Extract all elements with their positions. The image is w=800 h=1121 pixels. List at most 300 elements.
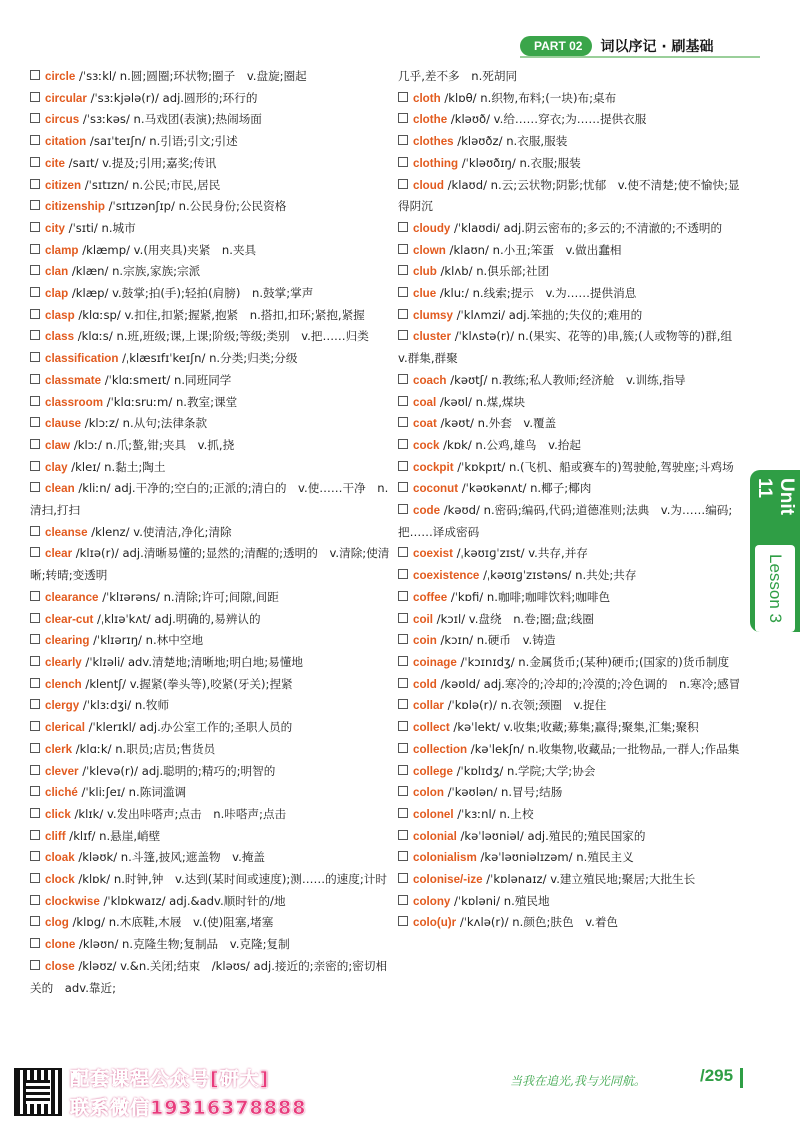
vocab-definition: n.牧师 bbox=[134, 698, 170, 713]
checkbox-icon[interactable] bbox=[398, 265, 408, 275]
checkbox-icon[interactable] bbox=[30, 938, 40, 948]
vocab-definition: n.密码;编码,代码;道德准则;法典 v.为……编码;把……译成密码 bbox=[398, 503, 733, 539]
page-header bbox=[520, 36, 714, 56]
vocab-phonetic: /ˈkɜːnl/ bbox=[453, 806, 500, 821]
vocab-phonetic: /ˈklerɪkl/ bbox=[84, 720, 140, 735]
checkbox-icon[interactable] bbox=[30, 786, 40, 796]
vocab-entry bbox=[398, 392, 742, 414]
checkbox-icon[interactable] bbox=[30, 439, 40, 449]
checkbox-icon[interactable] bbox=[398, 461, 408, 471]
footer-ad bbox=[14, 1064, 306, 1120]
vocab-entry bbox=[30, 413, 396, 435]
checkbox-icon[interactable] bbox=[30, 873, 40, 883]
vocab-word: citation bbox=[45, 135, 87, 149]
checkbox-icon[interactable] bbox=[30, 895, 40, 905]
checkbox-icon[interactable] bbox=[30, 92, 40, 102]
vocab-definition: n.木底鞋,木屐 v.(使)阻塞,堵塞 bbox=[108, 915, 274, 930]
vocab-word: circular bbox=[45, 91, 87, 105]
vocab-entry bbox=[398, 587, 742, 609]
vocab-phonetic: /ˈkɒlɪdʒ/ bbox=[452, 763, 507, 778]
header-divider bbox=[520, 56, 760, 58]
vocab-phonetic: /ˈkɒləni/ bbox=[450, 893, 504, 908]
vocab-word: clearing bbox=[45, 634, 90, 648]
vocab-word: coexistence bbox=[413, 569, 480, 583]
vocab-word: clue bbox=[413, 287, 437, 301]
vocab-entry bbox=[398, 88, 742, 110]
vocab-entry bbox=[398, 153, 742, 175]
vocab-definition: 几乎,差不多 n.死胡同 bbox=[398, 69, 518, 83]
vocab-entry bbox=[398, 131, 742, 153]
vocab-definition: adj.聪明的;精巧的;明智的 bbox=[141, 763, 276, 778]
vocab-definition: v.握紧(拳头等),咬紧(牙关);捏紧 bbox=[129, 676, 293, 691]
vocab-entry bbox=[398, 457, 742, 479]
vocab-phonetic: /kləʊð/ bbox=[447, 112, 494, 127]
vocab-word: clothe bbox=[413, 113, 448, 127]
checkbox-icon[interactable] bbox=[30, 613, 40, 623]
vocab-definition: v.鼓掌;拍(手);轻拍(肩膀) n.鼓掌;掌声 bbox=[112, 286, 314, 301]
vocab-entry bbox=[398, 630, 742, 652]
vocab-word: cliché bbox=[45, 786, 78, 800]
checkbox-icon[interactable] bbox=[398, 547, 408, 557]
vocab-phonetic: /ˈsɜːkjələ(r)/ bbox=[86, 90, 163, 105]
checkbox-icon[interactable] bbox=[398, 634, 408, 644]
vocab-entry bbox=[398, 652, 742, 674]
vocab-phonetic: /kəʊd/ bbox=[440, 503, 484, 518]
vocab-phonetic: /ˈkəʊkənʌt/ bbox=[458, 481, 531, 496]
vocab-entry bbox=[398, 66, 742, 88]
vocab-word: classroom bbox=[45, 395, 103, 409]
vocab-word: city bbox=[45, 221, 65, 235]
vocab-phonetic: /ˈsɜːkl/ bbox=[75, 69, 120, 83]
checkbox-icon[interactable] bbox=[30, 743, 40, 753]
vocab-definition: n.椰子;椰肉 bbox=[530, 481, 592, 496]
vocab-definition: v.发出咔嗒声;点击 n.咔嗒声;点击 bbox=[106, 806, 287, 821]
vocab-word: clown bbox=[413, 243, 446, 257]
vocab-definition: n.金属货币;(某种)硬币;(国家的)货币制度 bbox=[518, 654, 730, 669]
checkbox-icon[interactable] bbox=[30, 678, 40, 688]
checkbox-icon[interactable] bbox=[398, 482, 408, 492]
vocab-phonetic: /klaʊn/ bbox=[445, 242, 493, 257]
checkbox-icon[interactable] bbox=[30, 808, 40, 818]
vocab-definition: v.建立殖民地;聚居;大批生长 bbox=[550, 872, 696, 887]
vocab-entry bbox=[398, 869, 742, 891]
vocab-phonetic: /kɔɪl/ bbox=[432, 611, 469, 626]
vocab-word: classification bbox=[45, 352, 119, 366]
vocab-phonetic: /kəʊl/ bbox=[436, 394, 476, 409]
part-badge: PART 02 bbox=[520, 36, 592, 56]
lesson-box bbox=[755, 545, 795, 632]
vocab-phonetic: /klɑːsp/ bbox=[74, 307, 125, 322]
checkbox-icon[interactable] bbox=[398, 569, 408, 579]
vocab-entry bbox=[398, 218, 742, 240]
vocab-phonetic: /kɔɪn/ bbox=[436, 633, 477, 648]
vocab-definition: n.林中空地 bbox=[145, 633, 204, 648]
checkbox-icon[interactable] bbox=[30, 222, 40, 232]
vocab-phonetic: /klɪf/ bbox=[65, 828, 100, 843]
vocab-phonetic: /klɒk/ bbox=[74, 872, 114, 887]
checkbox-icon[interactable] bbox=[398, 504, 408, 514]
vocab-definition: n.爪;螯,钳;夹具 v.抓,挠 bbox=[105, 437, 235, 452]
vocab-word: clay bbox=[45, 460, 68, 474]
vocab-definition: v.扣住,扣紧;握紧,抱紧 n.搭扣,扣环;紧抱,紧握 bbox=[124, 307, 365, 322]
checkbox-icon[interactable] bbox=[398, 439, 408, 449]
vocab-word: clamp bbox=[45, 243, 79, 257]
vocab-entry bbox=[30, 457, 396, 479]
vocab-phonetic: /klɑːk/ bbox=[72, 741, 116, 756]
vocab-entry bbox=[30, 782, 396, 804]
vocab-definition: n.陈词滥调 bbox=[128, 785, 187, 800]
lesson-label: Lesson 3 bbox=[766, 554, 785, 624]
vocab-word: clerk bbox=[45, 742, 73, 756]
vocab-phonetic: /klæn/ bbox=[68, 264, 113, 279]
vocab-entry bbox=[30, 847, 396, 869]
checkbox-icon[interactable] bbox=[30, 265, 40, 275]
vocab-definition: v.(用夹具)夹紧 n.夹具 bbox=[133, 242, 257, 257]
vocab-definition: n.织物,布料;(一块)布;桌布 bbox=[480, 90, 617, 105]
vocab-entry bbox=[398, 891, 742, 913]
checkbox-icon[interactable] bbox=[30, 591, 40, 601]
vocab-definition: adj.清晰易懂的;显然的;清醒的;透明的 v.清除;使清晰;转晴;变透明 bbox=[30, 546, 390, 583]
vocab-definition: v.盘绕 n.卷;圈;盘;线圈 bbox=[468, 611, 594, 626]
vocab-definition: n.殖民主义 bbox=[576, 850, 634, 865]
vocab-entry bbox=[398, 240, 742, 262]
vocab-phonetic: /ˈklɑːsmeɪt/ bbox=[101, 372, 174, 387]
vocab-phonetic: /klɔːz/ bbox=[81, 416, 123, 431]
vocab-definition: n.公民;市民,居民 bbox=[132, 177, 221, 192]
vocab-definition: adj.阴云密布的;多云的;不清澈的;不透明的 bbox=[503, 220, 723, 235]
checkbox-icon[interactable] bbox=[398, 374, 408, 384]
qr-code-icon bbox=[14, 1068, 62, 1116]
checkbox-icon[interactable] bbox=[398, 417, 408, 427]
checkbox-icon[interactable] bbox=[30, 461, 40, 471]
vocab-word: clasp bbox=[45, 308, 75, 322]
vocab-word: colonise/-ize bbox=[413, 873, 483, 887]
page-number: /295 bbox=[700, 1066, 734, 1085]
vocab-word: cluster bbox=[413, 330, 452, 344]
checkbox-icon[interactable] bbox=[398, 179, 408, 189]
checkbox-icon[interactable] bbox=[398, 895, 408, 905]
checkbox-icon[interactable] bbox=[398, 135, 408, 145]
vocab-entry bbox=[30, 522, 396, 544]
vocab-word: clear-cut bbox=[45, 612, 94, 626]
vocab-phonetic: /kəˈlekʃn/ bbox=[467, 741, 528, 756]
vocab-definition: n.悬崖,峭壁 bbox=[99, 828, 161, 843]
vocab-entry bbox=[30, 543, 396, 586]
vocab-phonetic: /kəˈləʊniəl/ bbox=[456, 828, 528, 843]
checkbox-icon[interactable] bbox=[30, 352, 40, 362]
unit-label: Unit 11 bbox=[754, 478, 797, 515]
vocab-phonetic: /kəˈləʊniəlɪzəm/ bbox=[476, 850, 577, 865]
vocab-phonetic: /ˈklɒkwaɪz/ bbox=[99, 893, 170, 908]
checkbox-icon[interactable] bbox=[398, 309, 408, 319]
vocab-phonetic: /klɔː/ bbox=[70, 437, 106, 452]
checkbox-icon[interactable] bbox=[398, 786, 408, 796]
vocab-phonetic: /klɪə(r)/ bbox=[72, 546, 123, 561]
vocab-definition: v.共存,并存 bbox=[528, 546, 588, 561]
vocab-entry bbox=[30, 283, 396, 305]
vocab-phonetic: /ˈklaʊdi/ bbox=[450, 220, 504, 235]
vocab-phonetic: /ˌklɪəˈkʌt/ bbox=[93, 611, 155, 626]
vocab-entry bbox=[398, 674, 742, 696]
vocab-phonetic: /klɪk/ bbox=[70, 806, 107, 821]
vocab-definition: n.衣服;服装 bbox=[519, 155, 581, 170]
vocab-word: colonialism bbox=[413, 851, 477, 865]
checkbox-icon[interactable] bbox=[398, 591, 408, 601]
vocab-word: coinage bbox=[413, 655, 457, 669]
vocab-definition: n.从句;法律条款 bbox=[122, 416, 208, 431]
vocab-word: clearly bbox=[45, 655, 82, 669]
checkbox-icon[interactable] bbox=[30, 526, 40, 536]
checkbox-icon[interactable] bbox=[30, 287, 40, 297]
vocab-phonetic: /ˈkɔɪnɪdʒ/ bbox=[456, 654, 519, 669]
vocab-entry bbox=[398, 609, 742, 631]
page-number-bar bbox=[740, 1068, 743, 1088]
checkbox-icon[interactable] bbox=[398, 808, 408, 818]
vocab-definition: n.硬币 v.铸造 bbox=[476, 633, 556, 648]
vocab-entry bbox=[30, 674, 396, 696]
vocab-word: coal bbox=[413, 395, 437, 409]
checkbox-icon[interactable] bbox=[398, 743, 408, 753]
vocab-word: colonial bbox=[413, 829, 457, 843]
vocab-word: colony bbox=[413, 894, 451, 908]
vocab-entry bbox=[30, 912, 396, 934]
vocab-phonetic: /ˈsɪti/ bbox=[64, 220, 102, 235]
vocab-entry bbox=[398, 695, 742, 717]
checkbox-icon[interactable] bbox=[398, 613, 408, 623]
vocab-word: circus bbox=[45, 113, 80, 127]
vocab-word: clerical bbox=[45, 721, 85, 735]
vocab-definition: adj.寒冷的;冷却的;冷漠的;冷色调的 n.寒冷;感冒 bbox=[483, 676, 741, 691]
vocab-definition: n.共处;共存 bbox=[575, 568, 637, 583]
vocab-word: coat bbox=[413, 417, 437, 431]
checkbox-icon[interactable] bbox=[30, 547, 40, 557]
checkbox-icon[interactable] bbox=[30, 157, 40, 167]
vocab-word: class bbox=[45, 330, 75, 344]
checkbox-icon[interactable] bbox=[30, 417, 40, 427]
vocab-definition: n.城市 bbox=[101, 220, 136, 235]
checkbox-icon[interactable] bbox=[30, 960, 40, 970]
vocab-definition: n.外套 v.覆盖 bbox=[477, 416, 557, 431]
checkbox-icon[interactable] bbox=[30, 916, 40, 926]
vocab-word: colon bbox=[413, 786, 444, 800]
vocab-word: coach bbox=[413, 373, 447, 387]
vocab-definition: adj.殖民的;殖民国家的 bbox=[527, 828, 646, 843]
vocab-definition: n.颜色;肤色 v.着色 bbox=[512, 915, 619, 930]
checkbox-icon[interactable] bbox=[30, 179, 40, 189]
vocab-entry bbox=[30, 348, 396, 370]
vocab-entry bbox=[30, 826, 396, 848]
vocab-entry bbox=[30, 175, 396, 197]
vocab-entry bbox=[398, 435, 742, 457]
vocab-entry bbox=[398, 326, 742, 369]
vocab-definition: n.克隆生物;复制品 v.克隆;复制 bbox=[122, 937, 290, 952]
vocab-word: clean bbox=[45, 482, 75, 496]
vocab-word: collect bbox=[413, 721, 450, 735]
vocab-phonetic: /ˈkɒlənaɪz/ bbox=[482, 872, 551, 887]
vocab-phonetic: /kəʊld/ bbox=[436, 676, 484, 691]
vocab-definition: n.冒号;结肠 bbox=[501, 785, 563, 800]
vocab-phonetic: /klɒθ/ bbox=[440, 90, 481, 105]
vocab-phonetic: /kɒk/ bbox=[439, 437, 476, 452]
vocab-phonetic: /kləʊk/ bbox=[74, 850, 121, 865]
vocab-phonetic: /ˈkɒkpɪt/ bbox=[453, 459, 509, 474]
vocab-phonetic: /klentʃ/ bbox=[81, 676, 130, 691]
checkbox-icon[interactable] bbox=[398, 916, 408, 926]
vocab-phonetic: /kleɪ/ bbox=[67, 459, 105, 474]
vocab-definition: n.马戏团(表演);热闹场面 bbox=[133, 112, 262, 127]
vocab-entry bbox=[30, 478, 396, 521]
vocab-word: college bbox=[413, 764, 453, 778]
checkbox-icon[interactable] bbox=[30, 851, 40, 861]
vocab-word: cite bbox=[45, 156, 65, 170]
vocab-word: club bbox=[413, 265, 437, 279]
vocab-word: cloak bbox=[45, 851, 75, 865]
vocab-phonetic: /kəʊtʃ/ bbox=[446, 372, 492, 387]
vocab-definition: n.学院;大学;协会 bbox=[506, 763, 596, 778]
checkbox-icon[interactable] bbox=[30, 309, 40, 319]
vocab-entry bbox=[398, 912, 742, 934]
checkbox-icon[interactable] bbox=[398, 330, 408, 340]
vocab-phonetic: /ˈsɜːkəs/ bbox=[79, 112, 134, 127]
vocab-phonetic: /ˈsɪtɪzənʃɪp/ bbox=[104, 199, 179, 214]
vocab-phonetic: /kəʊt/ bbox=[436, 416, 478, 431]
vocab-phonetic: /ˈklɪəli/ bbox=[81, 654, 128, 669]
vocab-definition: n.圆;圆圈;环状物;圈子 v.盘旋;圈起 bbox=[119, 69, 307, 83]
checkbox-icon[interactable] bbox=[398, 873, 408, 883]
vocab-phonetic: /ˈkəʊlən/ bbox=[443, 785, 502, 800]
checkbox-icon[interactable] bbox=[398, 244, 408, 254]
vocab-word: clothes bbox=[413, 135, 454, 149]
checkbox-icon[interactable] bbox=[30, 135, 40, 145]
vocab-definition: adj.干净的;空白的;正派的;清白的 v.使……干净 n.清扫,打扫 bbox=[30, 481, 389, 518]
checkbox-icon[interactable] bbox=[30, 200, 40, 210]
checkbox-icon[interactable] bbox=[30, 699, 40, 709]
checkbox-icon[interactable] bbox=[398, 157, 408, 167]
checkbox-icon[interactable] bbox=[398, 113, 408, 123]
checkbox-icon[interactable] bbox=[398, 656, 408, 666]
vocab-word: coin bbox=[413, 634, 437, 648]
vocab-entry bbox=[30, 392, 396, 414]
vocab-word: clothing bbox=[413, 156, 459, 170]
vocab-entry bbox=[30, 739, 396, 761]
checkbox-icon[interactable] bbox=[30, 634, 40, 644]
vocab-entry bbox=[398, 847, 742, 869]
vocab-word: cloudy bbox=[413, 221, 451, 235]
vocab-entry bbox=[30, 695, 396, 717]
checkbox-icon[interactable] bbox=[398, 396, 408, 406]
checkbox-icon[interactable] bbox=[30, 396, 40, 406]
checkbox-icon[interactable] bbox=[30, 721, 40, 731]
vocab-definition: adj.圆形的;环行的 bbox=[162, 90, 258, 105]
checkbox-icon[interactable] bbox=[30, 656, 40, 666]
vocab-definition: n.咖啡;咖啡饮料;咖啡色 bbox=[486, 589, 611, 604]
vocab-definition: n.俱乐部;社团 bbox=[476, 264, 550, 279]
vocab-entry bbox=[398, 543, 742, 565]
vocab-entry bbox=[30, 609, 396, 631]
vocab-word: coil bbox=[413, 612, 433, 626]
vocab-entry bbox=[30, 869, 396, 891]
vocab-phonetic: /klæmp/ bbox=[78, 242, 134, 257]
vocab-word: cockpit bbox=[413, 460, 454, 474]
vocab-phonetic: /kəˈlekt/ bbox=[449, 720, 504, 735]
vocab-definition: v.收集;收藏;募集;赢得;聚集,汇集;聚积 bbox=[503, 720, 699, 735]
vocab-phonetic: /ˌkəʊɪɡˈzɪstəns/ bbox=[479, 568, 576, 583]
vocab-entry bbox=[30, 240, 396, 262]
vocab-definition: n.黏土;陶土 bbox=[104, 459, 166, 474]
vocab-definition: n.班,班级;课,上课;阶级;等级;类别 v.把……归类 bbox=[116, 329, 369, 344]
checkbox-icon[interactable] bbox=[30, 70, 40, 80]
vocab-phonetic: /ˈkliːʃeɪ/ bbox=[77, 785, 129, 800]
vocab-entry bbox=[398, 739, 742, 761]
vocab-word: circle bbox=[45, 70, 76, 83]
vocab-word: cliff bbox=[45, 829, 66, 843]
checkbox-icon[interactable] bbox=[30, 113, 40, 123]
checkbox-icon[interactable] bbox=[398, 721, 408, 731]
ad-line-2: 联系微信19316378888 bbox=[70, 1097, 307, 1119]
right-column bbox=[398, 66, 742, 934]
checkbox-icon[interactable] bbox=[30, 330, 40, 340]
vocab-definition: adj.笨拙的;失仪的;难用的 bbox=[508, 307, 643, 322]
vocab-entry bbox=[398, 283, 742, 305]
vocab-phonetic: /kləʊz/ bbox=[74, 958, 121, 973]
vocab-phonetic: /klʌb/ bbox=[436, 264, 477, 279]
vocab-phonetic: /saɪt/ bbox=[64, 155, 103, 170]
checkbox-icon[interactable] bbox=[398, 830, 408, 840]
vocab-phonetic: /kləʊðz/ bbox=[453, 134, 507, 149]
vocab-entry bbox=[30, 956, 396, 999]
vocab-entry bbox=[30, 196, 396, 218]
vocab-word: collar bbox=[413, 699, 444, 713]
vocab-entry bbox=[30, 88, 396, 110]
checkbox-icon[interactable] bbox=[398, 765, 408, 775]
left-column bbox=[30, 66, 396, 999]
checkbox-icon[interactable] bbox=[30, 482, 40, 492]
vocab-word: collection bbox=[413, 742, 468, 756]
checkbox-icon[interactable] bbox=[30, 374, 40, 384]
vocab-word: claw bbox=[45, 438, 71, 452]
checkbox-icon[interactable] bbox=[398, 699, 408, 709]
vocab-phonetic: /kliːn/ bbox=[74, 481, 115, 496]
vocab-entry bbox=[30, 804, 396, 826]
vocab-phonetic: /ˌkəʊɪɡˈzɪst/ bbox=[452, 546, 529, 561]
vocab-entry bbox=[30, 934, 396, 956]
vocab-definition: n.公民身份;公民资格 bbox=[178, 199, 287, 214]
checkbox-icon[interactable] bbox=[30, 244, 40, 254]
vocab-definition: n.教练;私人教师;经济舱 v.训练,指导 bbox=[491, 372, 686, 387]
vocab-entry bbox=[30, 66, 396, 88]
vocab-entry bbox=[30, 218, 396, 240]
checkbox-icon[interactable] bbox=[398, 851, 408, 861]
vocab-definition: n.引语;引文;引述 bbox=[149, 134, 238, 149]
checkbox-icon[interactable] bbox=[398, 92, 408, 102]
checkbox-icon[interactable] bbox=[30, 830, 40, 840]
vocab-phonetic: /ˌklæsɪfɪˈkeɪʃn/ bbox=[118, 351, 210, 366]
checkbox-icon[interactable] bbox=[30, 765, 40, 775]
checkbox-icon[interactable] bbox=[398, 287, 408, 297]
vocab-entry bbox=[30, 261, 396, 283]
vocab-entry bbox=[398, 175, 742, 218]
checkbox-icon[interactable] bbox=[398, 678, 408, 688]
vocab-entry bbox=[398, 761, 742, 783]
vocab-word: cloud bbox=[413, 178, 444, 192]
vocab-definition: n.同班同学 bbox=[173, 372, 232, 387]
vocab-phonetic: /ˈklɪərɪŋ/ bbox=[89, 633, 146, 648]
vocab-definition: n.职员;店员;售货员 bbox=[115, 741, 216, 756]
vocab-phonetic: /ˈkɒlə(r)/ bbox=[443, 698, 501, 713]
vocab-word: clock bbox=[45, 873, 75, 887]
checkbox-icon[interactable] bbox=[398, 222, 408, 232]
unit-side-tab bbox=[750, 470, 800, 632]
